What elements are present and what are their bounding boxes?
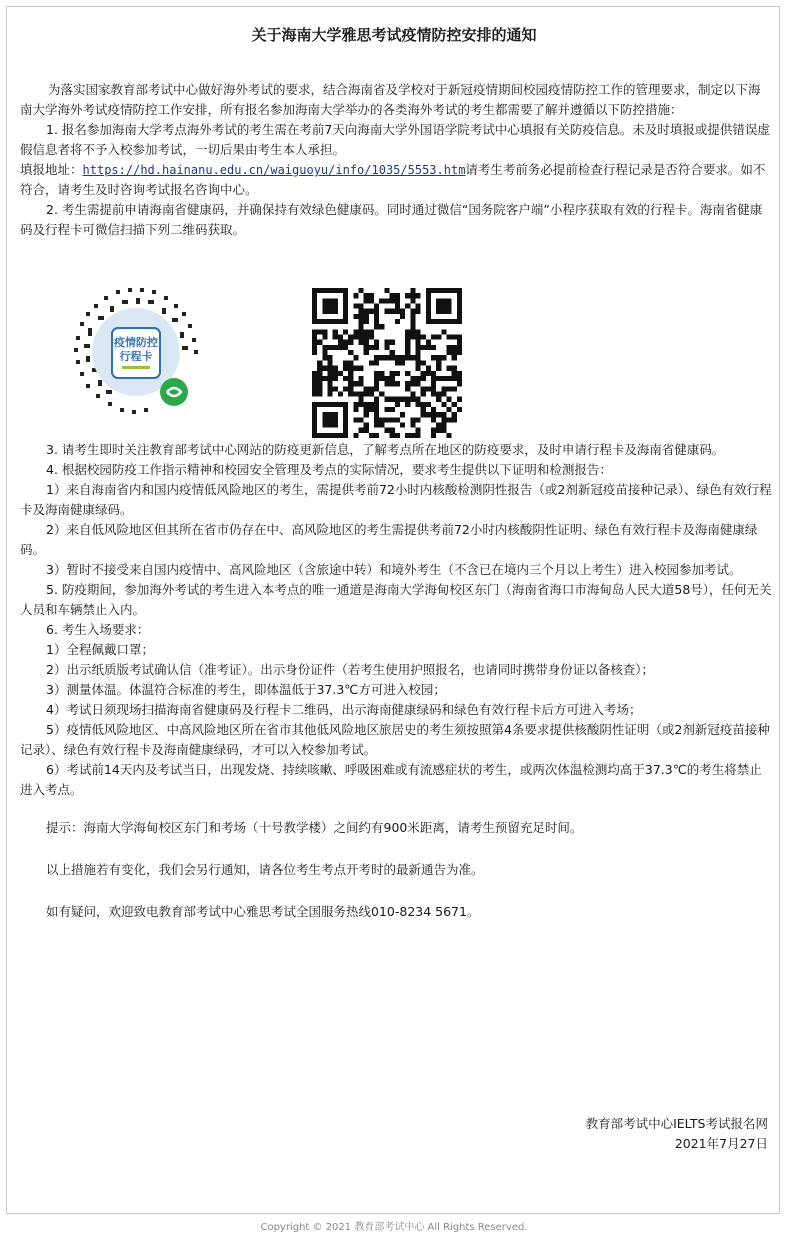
item-4-3: 3）暂时不接受来自国内疫情中、高风险地区（含旅途中转）和境外考生（不含已在境内三个月以上考生）进入校园参加考试。	[46, 562, 742, 577]
qr-card-label-1: 疫情防控	[114, 336, 158, 349]
signature-block	[586, 1114, 768, 1154]
qr-code-row	[20, 240, 772, 440]
intro-paragraph: 为落实国家教育部考试中心做好海外考试的要求，结合海南省及学校对于新冠疫情期间校园疫情防控工作的管理要求，制定以下海南大学海外考试疫情防控工作安排，所有报名参加海南大学举办的各类海外考试的考生都需要了解并遵循以下防控措施：	[20, 82, 761, 117]
health-code-qr	[312, 288, 462, 438]
copyright-footer: Copyright © 2021 教育部考试中心 All Rights Reserved.	[260, 1222, 528, 1233]
item-4: 4. 根据校园防疫工作指示精神和校园安全管理及考点的实际情况，要求考生提供以下证明和检测报告：	[46, 462, 612, 477]
signature-date: 2021年7月27日	[674, 1136, 768, 1151]
trip-card-mini-program-code	[66, 282, 206, 422]
link-paragraph	[20, 160, 772, 200]
item-6-5: 5）疫情低风险地区、中高风险地区所在省市其他低风险地区旅居史的考生须按照第4条要求提供核酸阴性证明（或2剂新冠疫苗接种记录）、绿色有效行程卡及海南健康绿码，才可以入校参加考试。	[20, 722, 770, 757]
item-4-2: 2）来自低风险地区但其所在省市仍存在中、高风险地区的考生需提供考前72小时内核酸阴性证明、绿色有效行程卡及海南健康绿码。	[20, 522, 758, 557]
item-6: 6. 考生入场要求：	[46, 622, 150, 637]
registration-link[interactable]: https://hd.hainanu.edu.cn/waiguoyu/info/1035/5553.htm	[82, 163, 466, 177]
item-4-1: 1）来自海南省内和国内疫情低风险地区的考生，需提供考前72小时内核酸检测阴性报告（或2剂新冠疫苗接种记录）、绿色有效行程卡及海南健康绿码。	[20, 482, 772, 517]
item-2: 2. 考生需提前申请海南省健康码，并确保持有效绿色健康码。同时通过微信“国务院客户端”小程序获取有效的行程卡。海南省健康码及行程卡可微信扫描下列二维码获取。	[20, 202, 763, 237]
item-1: 1. 报名参加海南大学考点海外考试的考生需在考前7天向海南大学外国语学院考试中心填报有关防疫信息。未及时填报或提供错误虚假信息者将不予入校参加考试，一切后果由考生本人承担。	[20, 122, 770, 157]
item-6-1: 1）全程佩戴口罩；	[46, 642, 154, 657]
link-prefix: 填报地址：	[20, 162, 83, 177]
item-6-6: 6）考试前14天内及考试当日，出现发烧、持续咳嗽、呼吸困难或有流感症状的考生，或两次体温检测均高于37.3℃的考生将禁止进入考点。	[20, 762, 762, 797]
item-3: 3. 请考生即时关注教育部考试中心网站的防疫更新信息，了解考点所在地区的防疫要求，及时申请行程卡及海南省健康码。	[46, 442, 725, 457]
item-5: 5. 防疫期间，参加海外考试的考生进入本考点的唯一通道是海南大学海甸校区东门（海南省海口市海甸岛人民大道58号），任何无关人员和车辆禁止入内。	[20, 582, 772, 617]
item-6-2: 2）出示纸质版考试确认信（准考证）。出示身份证件（若考生使用护照报名，也请同时携带身份证以备核查）；	[46, 662, 654, 677]
qr-card-label-2: 行程卡	[119, 350, 153, 363]
item-6-3: 3）测量体温。体温符合标准的考生，即体温低于37.3℃方可进入校园；	[46, 682, 446, 697]
tip-paragraph: 提示：海南大学海甸校区东门和考场（十号教学楼）之间约有900米距离，请考生预留充足时间。	[46, 820, 583, 835]
notice-body	[20, 80, 772, 922]
contact-paragraph: 如有疑问，欢迎致电教育部考试中心雅思考试全国服务热线010-8234 5671。	[46, 904, 480, 919]
signature-org: 教育部考试中心IELTS考试报名网	[585, 1116, 768, 1131]
link-suffix: 请考生考前务必提前检查行程记录是否符合要求。如不符合，请考生及时咨询考试报名咨询中心。	[20, 162, 766, 197]
change-notice: 以上措施若有变化，我们会另行通知，请各位考生考点开考时的最新通告为准。	[46, 862, 484, 877]
item-6-4: 4）考试日须现场扫描海南省健康码及行程卡二维码，出示海南健康绿码和绿色有效行程卡后方可进入考场；	[46, 702, 642, 717]
page-title: 关于海南大学雅思考试疫情防控安排的通知	[251, 26, 537, 44]
